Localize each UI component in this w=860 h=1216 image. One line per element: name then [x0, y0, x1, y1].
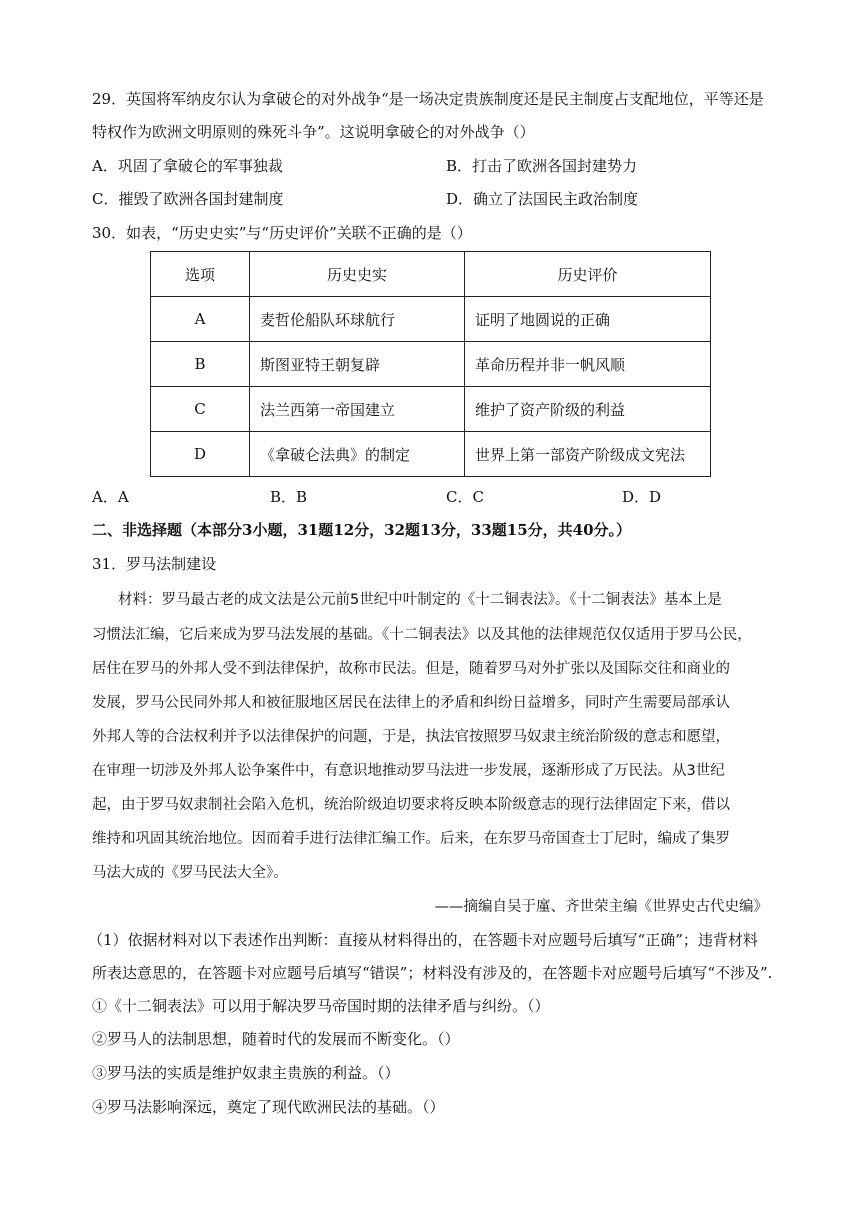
- material-line: 起，由于罗马奴隶制社会陷入危机，统治阶级迫切要求将反映本阶级意志的现行法律固定下来，借以: [92, 797, 730, 813]
- material-line: 居住在罗马的外邦人受不到法律保护，故称市民法。但是，随着罗马对外扩张以及国际交往和商业的: [92, 661, 730, 677]
- material-line: 习惯法汇编，它后来成为罗马法发展的基础。《十二铜表法》以及其他的法律规范仅仅适用于罗马公民，: [92, 627, 752, 643]
- section-heading: 二、非选择题（本部分3小题，31题12分，32题13分，33题15分，共40分。）: [92, 521, 632, 539]
- table-cell: 斯图亚特王朝复辟: [250, 342, 465, 387]
- q30-option-c: C．C: [446, 488, 484, 506]
- table-row: [151, 342, 711, 387]
- q30-option-d: D．D: [622, 488, 662, 506]
- material-line: 在审理一切涉及外邦人讼争案件中，有意识地推动罗马法进一步发展，逐渐形成了万民法。从3世纪: [92, 763, 725, 779]
- table-header-row: [151, 252, 711, 297]
- q29-option-b: B．打击了欧洲各国封建势力: [446, 157, 638, 175]
- table-cell: 革命历程并非一帆风顺: [465, 342, 711, 387]
- q29-stem-line1: 29．英国将军纳皮尔认为拿破仑的对外战争“是一场决定贵族制度还是民主制度占支配地位，平等还是: [92, 90, 764, 108]
- statement-item: ①《十二铜表法》可以用于解决罗马帝国时期的法律矛盾与纠纷。（）: [92, 997, 550, 1015]
- material-line: 外邦人等的合法权利并予以法律保护的问题，于是，执法官按照罗马奴隶主统治阶级的意志和愿望，: [92, 729, 730, 745]
- material-line: 材料：罗马最古老的成文法是公元前5世纪中叶制定的《十二铜表法》。《十二铜表法》基本上是: [118, 592, 722, 608]
- table-cell: C: [151, 387, 250, 432]
- table-cell: 法兰西第一帝国建立: [250, 387, 465, 432]
- q30-option-a: A．A: [92, 488, 129, 506]
- material-line: 马法大成的《罗马民法大全》。: [92, 865, 288, 881]
- table-cell: B: [151, 342, 250, 387]
- q31-title: 31．罗马法制建设: [92, 555, 217, 573]
- table-cell: 麦哲伦船队环球航行: [250, 297, 465, 342]
- q29-option-a: A．巩固了拿破仑的军事独裁: [92, 157, 283, 175]
- table-row: [151, 297, 711, 342]
- material-line: 发展，罗马公民同外邦人和被征服地区居民在法律上的矛盾和纠纷日益增多，同时产生需要局部承认: [92, 695, 730, 711]
- table-row: [151, 387, 711, 432]
- q29-option-d: D．确立了法国民主政治制度: [446, 190, 639, 208]
- q31-instruction-line1: （1）依据材料对以下表述作出判断：直接从材料得出的，在答题卡对应题号后填写“正确”；违背材料: [88, 931, 758, 949]
- q30-option-b: B．B: [270, 488, 308, 506]
- statement-item: ④罗马法影响深远，奠定了现代欧洲民法的基础。（）: [92, 1098, 445, 1116]
- table-cell: 维护了资产阶级的利益: [465, 387, 711, 432]
- table-cell: A: [151, 297, 250, 342]
- table-cell: 世界上第一部资产阶级成文宪法: [465, 432, 711, 477]
- q31-instruction-line2: 所表达意思的，在答题卡对应题号后填写“错误”；材料没有涉及的，在答题卡对应题号后填写“不涉及”.: [92, 964, 773, 982]
- q30-stem: 30．如表，“历史史实”与“历史评价”关联不正确的是（）: [92, 224, 472, 242]
- q29-stem-line2: 特权作为欧洲文明原则的殊死斗争”。这说明拿破仑的对外战争（）: [92, 123, 535, 141]
- statement-item: ③罗马法的实质是维护奴隶主贵族的利益。（）: [92, 1064, 400, 1082]
- table-cell: D: [151, 432, 250, 477]
- table-row: [151, 432, 711, 477]
- statement-item: ②罗马人的法制思想，随着时代的发展而不断变化。（）: [92, 1030, 460, 1048]
- table-header-cell: 选项: [151, 252, 250, 297]
- material-source: ——摘编自吴于廑、齐世荣主编《世界史古代史编》: [434, 899, 768, 915]
- history-table: [150, 251, 711, 477]
- material-line: 维持和巩固其统治地位。因而着手进行法律汇编工作。后来，在东罗马帝国查士丁尼时，编成了集罗: [92, 831, 730, 847]
- table-cell: 《拿破仑法典》的制定: [250, 432, 465, 477]
- table-cell: 证明了地圆说的正确: [465, 297, 711, 342]
- table-header-cell: 历史史实: [250, 252, 465, 297]
- table-header-cell: 历史评价: [465, 252, 711, 297]
- q29-option-c: C．摧毁了欧洲各国封建制度: [92, 190, 284, 208]
